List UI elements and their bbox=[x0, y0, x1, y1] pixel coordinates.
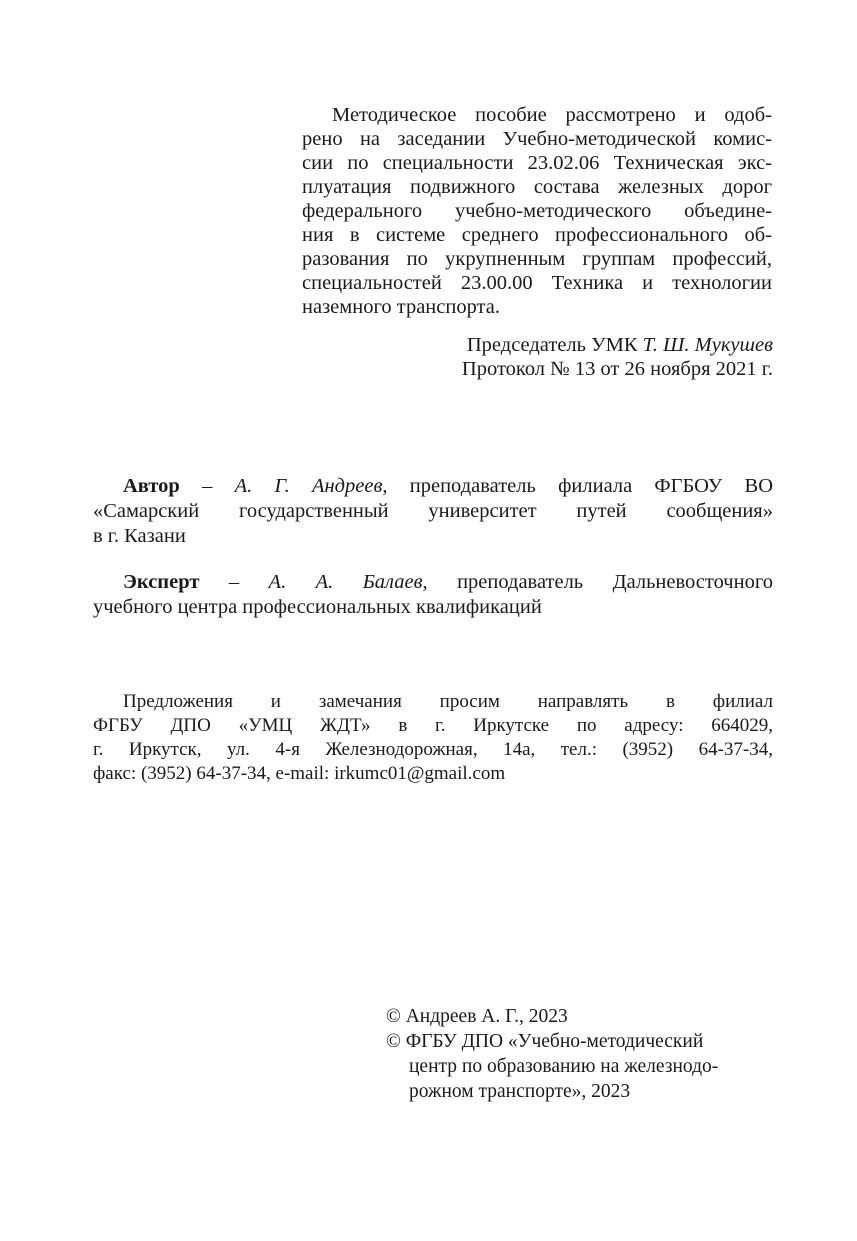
proposals-line: ФГБУ ДПО «УМЦ ЖДТ» в г. Иркутске по адресу: 664029, bbox=[93, 715, 773, 736]
copyright-line: © ФГБУ ДПО «Учебно-методический bbox=[386, 1031, 704, 1052]
author-affiliation-line: «Самарский государственный университет путей сообщения» bbox=[93, 500, 773, 522]
author-affiliation-line: в г. Казани bbox=[93, 525, 186, 547]
approval-line: ния в системе среднего профессионального об- bbox=[302, 224, 772, 246]
expert-dash: – bbox=[199, 571, 269, 593]
author-dash: – bbox=[179, 475, 235, 497]
author-affiliation: , преподаватель филиала ФГБОУ ВО bbox=[382, 475, 773, 497]
approval-line: разования по укрупненным группам профессий, bbox=[302, 248, 772, 270]
approval-line: федерального учебно-методического объедине- bbox=[302, 200, 772, 222]
proposals-contact-line: факс: (3952) 64-37-34, e-mail: irkumc01@gmail.com bbox=[93, 763, 506, 784]
author-label: Автор bbox=[123, 475, 180, 497]
approval-line: рено на заседании Учебно-методической комис- bbox=[302, 128, 772, 150]
expert-label: Эксперт bbox=[123, 571, 200, 593]
copyright-line: © Андреев А. Г., 2023 bbox=[386, 1006, 568, 1027]
proposals-line: г. Иркутск, ул. 4-я Железнодорожная, 14а, тел.: (3952) 64-37-34, bbox=[93, 739, 773, 760]
chair-label: Председатель УМК bbox=[466, 334, 638, 356]
copyright-line: центр по образованию на железнодо- bbox=[409, 1056, 719, 1077]
expert-name: А. А. Балаев bbox=[268, 571, 423, 593]
author-line bbox=[123, 474, 773, 498]
expert-affiliation: , преподаватель Дальневосточного bbox=[422, 571, 773, 593]
approval-line: Методическое пособие рассмотрено и одоб- bbox=[332, 104, 772, 126]
expert-affiliation-line: учебного центра профессиональных квалификаций bbox=[93, 596, 542, 618]
chair-name: Т. Ш. Мукушев bbox=[642, 334, 773, 356]
expert-line bbox=[123, 570, 773, 594]
author-name: А. Г. Андреев bbox=[234, 475, 383, 497]
chair-signature bbox=[467, 333, 773, 357]
approval-line: плуатация подвижного состава железных дорог bbox=[302, 176, 772, 198]
approval-line: сии по специальности 23.02.06 Техническая экс- bbox=[302, 152, 772, 174]
approval-line: наземного транспорта. bbox=[302, 296, 500, 318]
protocol-line: Протокол № 13 от 26 ноября 2021 г. bbox=[461, 358, 773, 380]
copyright-line: рожном транспорте», 2023 bbox=[409, 1081, 631, 1102]
approval-line: специальностей 23.00.00 Техника и технологии bbox=[302, 272, 772, 294]
proposals-line: Предложения и замечания просим направлять в филиал bbox=[123, 691, 773, 712]
